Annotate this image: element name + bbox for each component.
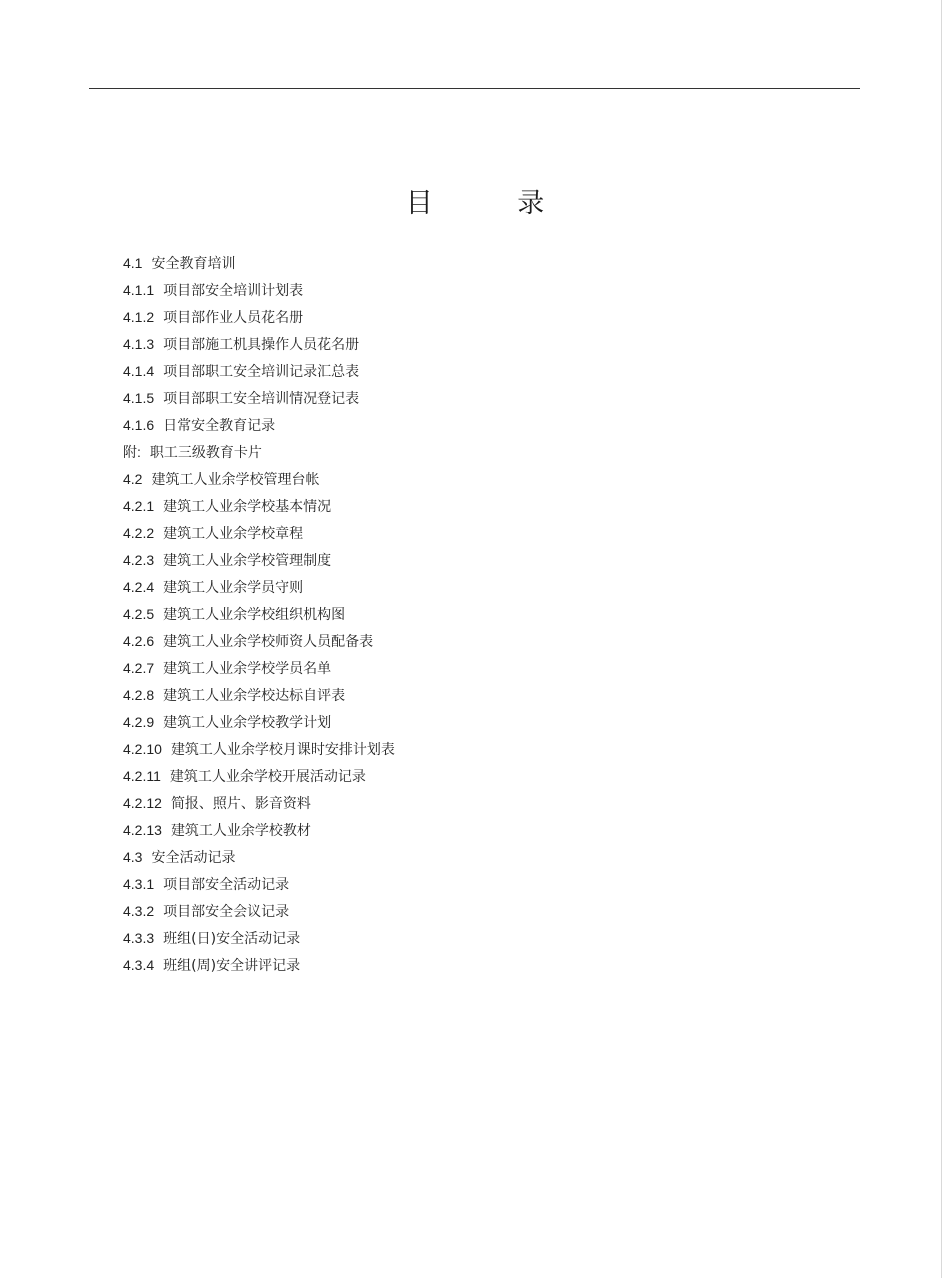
toc-entry-number: 4.2.10 (123, 741, 162, 757)
toc-entry-number: 4.2 (123, 471, 143, 487)
toc-entry (123, 304, 823, 331)
toc-entry-number: 附: (123, 444, 141, 460)
toc-entry-title: 日常安全教育记录 (163, 418, 276, 434)
toc-entry-title: 建筑工人业余学校开展活动记录 (169, 769, 366, 785)
toc-entry-title: 项目部安全会议记录 (163, 904, 290, 920)
toc-entry-title: 建筑工人业余学校管理台帐 (151, 472, 320, 488)
toc-entry (123, 844, 823, 871)
toc-entry-title: 建筑工人业余学校师资人员配备表 (163, 634, 374, 650)
toc-entry (123, 358, 823, 385)
toc-entry-number: 4.1.2 (123, 309, 155, 325)
toc-entry (123, 277, 823, 304)
toc-entry (123, 628, 823, 655)
toc-list (123, 250, 823, 979)
toc-entry-number: 4.2.12 (123, 795, 162, 811)
toc-entry (123, 601, 823, 628)
toc-entry-number: 4.2.9 (123, 714, 155, 730)
toc-entry (123, 655, 823, 682)
toc-entry-title: 项目部作业人员花名册 (163, 310, 304, 326)
toc-entry (123, 898, 823, 925)
toc-entry-title: 建筑工人业余学校管理制度 (163, 553, 332, 569)
toc-entry (123, 871, 823, 898)
toc-entry-number: 4.2.8 (123, 687, 155, 703)
toc-entry-title: 安全教育培训 (151, 256, 236, 272)
toc-entry (123, 763, 823, 790)
toc-entry-title: 建筑工人业余学校教材 (170, 823, 311, 839)
toc-entry (123, 466, 823, 493)
toc-entry-number: 4.1.4 (123, 363, 155, 379)
toc-entry (123, 439, 823, 466)
toc-entry (123, 736, 823, 763)
toc-entry-number: 4.2.5 (123, 606, 155, 622)
toc-entry-number: 4.2.7 (123, 660, 155, 676)
toc-entry (123, 385, 823, 412)
toc-entry (123, 952, 823, 979)
toc-entry-number: 4.2.4 (123, 579, 155, 595)
toc-entry-title: 建筑工人业余学校学员名单 (163, 661, 332, 677)
toc-entry-title: 简报、照片、影音资料 (170, 796, 311, 812)
toc-entry-title: 建筑工人业余学校基本情况 (163, 499, 332, 515)
toc-entry (123, 709, 823, 736)
toc-entry-number: 4.2.2 (123, 525, 155, 541)
toc-entry-title: 项目部职工安全培训记录汇总表 (163, 364, 360, 380)
toc-entry-title: 职工三级教育卡片 (149, 445, 262, 461)
toc-entry-title: 建筑工人业余学校教学计划 (163, 715, 332, 731)
toc-entry-title: 项目部安全活动记录 (163, 877, 290, 893)
toc-entry (123, 493, 823, 520)
toc-entry-title: 安全活动记录 (151, 850, 236, 866)
toc-entry (123, 817, 823, 844)
toc-entry-number: 4.1 (123, 255, 143, 271)
toc-entry-number: 4.1.5 (123, 390, 155, 406)
toc-entry-number: 4.3.4 (123, 957, 155, 973)
toc-entry-number: 4.3 (123, 849, 143, 865)
toc-entry-number: 4.1.6 (123, 417, 155, 433)
toc-entry-title: 项目部施工机具操作人员花名册 (163, 337, 360, 353)
toc-entry-title: 项目部职工安全培训情况登记表 (163, 391, 360, 407)
toc-entry-title: 班组(周)安全讲评记录 (163, 958, 301, 974)
toc-entry-number: 4.2.3 (123, 552, 155, 568)
toc-entry-title: 建筑工人业余学校达标自评表 (163, 688, 346, 704)
toc-entry (123, 520, 823, 547)
toc-entry-title: 项目部安全培训计划表 (163, 283, 304, 299)
toc-entry-number: 4.2.1 (123, 498, 155, 514)
toc-entry-number: 4.1.1 (123, 282, 155, 298)
toc-entry (123, 250, 823, 277)
toc-entry-title: 建筑工人业余学校组织机构图 (163, 607, 346, 623)
toc-entry-title: 建筑工人业余学校章程 (163, 526, 304, 542)
toc-entry-number: 4.3.2 (123, 903, 155, 919)
toc-entry-number: 4.2.11 (123, 768, 161, 784)
toc-entry-title: 建筑工人业余学校月课时安排计划表 (170, 742, 395, 758)
toc-title: 目 录 (405, 188, 583, 219)
toc-entry (123, 925, 823, 952)
toc-entry (123, 790, 823, 817)
toc-entry (123, 682, 823, 709)
toc-entry-title: 班组(日)安全活动记录 (163, 931, 301, 947)
toc-entry (123, 547, 823, 574)
toc-entry-number: 4.2.13 (123, 822, 162, 838)
toc-entry-number: 4.1.3 (123, 336, 155, 352)
toc-entry (123, 574, 823, 601)
toc-entry-number: 4.3.3 (123, 930, 155, 946)
header-rule (89, 88, 860, 89)
toc-entry-title: 建筑工人业余学员守则 (163, 580, 304, 596)
toc-entry-number: 4.2.6 (123, 633, 155, 649)
toc-entry (123, 331, 823, 358)
toc-entry (123, 412, 823, 439)
toc-entry-number: 4.3.1 (123, 876, 155, 892)
